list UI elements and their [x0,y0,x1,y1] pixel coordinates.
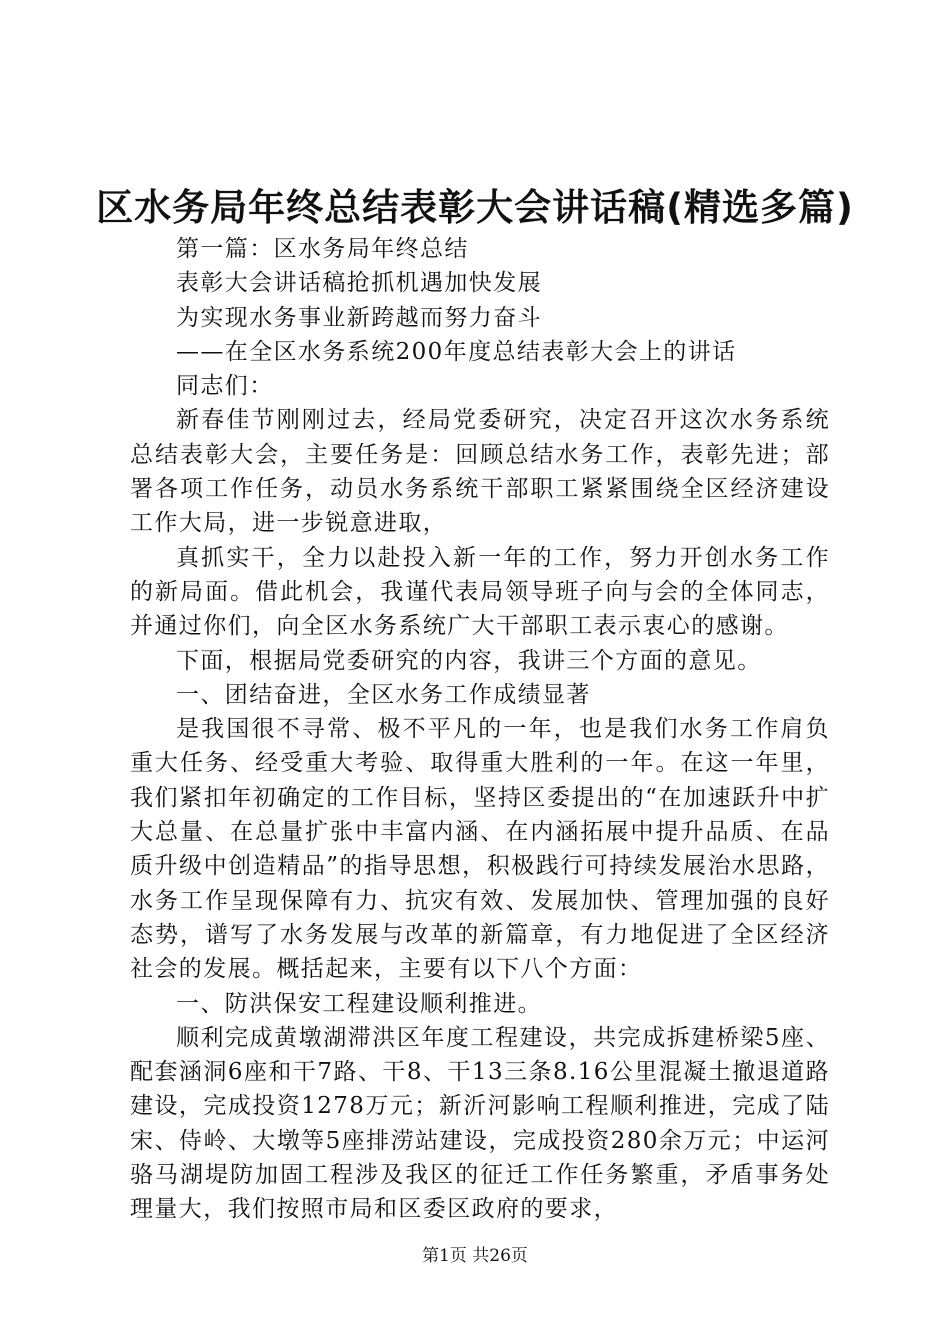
paragraph: ——在全区水务系统200年度总结表彰大会上的讲话 [176,338,737,365]
paragraph: 同志们： [176,373,274,400]
paragraph: 一、团结奋进，全区水务工作成绩显著 [176,681,591,708]
paragraph: 一、防洪保安工程建设顺利推进。 [176,990,542,1017]
paragraph: 顺利完成黄墩湖滞洪区年度工程建设，共完成拆建桥梁5座、配套涵洞6座和干7路、干8、干13三条8.16公里混凝土撤退道路建设，完成投资1278万元；新沂河影响工程顺利推进，完成了陆宋、侍岭、大墩等5座排涝站建设，完成投资280余万元；中运河骆马湖堤防加固工程涉及我区的征迁工作任务繁重，矛盾事务处理量大，我们按照市局和区委区政府的要求， [130,1024,830,1223]
document-body [130,232,830,1227]
paragraph: 真抓实干，全力以赴投入新一年的工作，努力开创水务工作的新局面。借此机会，我谨代表局领导班子向与会的全体同志，并通过你们，向全区水务系统广大干部职工表示衷心的感谢。 [130,544,830,640]
page-number-footer: 第1页 共26页 [422,1246,528,1266]
paragraph: 为实现水务事业新跨越而努力奋斗 [176,304,542,331]
document-title: 区水务局年终总结表彰大会讲话稿(精选多篇) [96,186,854,229]
paragraph: 下面，根据局党委研究的内容，我讲三个方面的意见。 [176,647,762,674]
paragraph: 表彰大会讲话稿抢抓机遇加快发展 [176,270,542,297]
paragraph: 新春佳节刚刚过去，经局党委研究，决定召开这次水务系统总结表彰大会，主要任务是：回顾总结水务工作，表彰先进；部署各项工作任务，动员水务系统干部职工紧紧围绕全区经济建设工作大局，进一步锐意进取， [130,407,830,537]
paragraph: 是我国很不寻常、极不平凡的一年，也是我们水务工作肩负重大任务、经受重大考验、取得重大胜利的一年。在这一年里，我们紧扣年初确定的工作目标，坚持区委提出的“在加速跃升中扩大总量、在总量扩张中丰富内涵、在内涵拓展中提升品质、在品质升级中创造精品”的指导思想，积极践行可持续发展治水思路，水务工作呈现保障有力、抗灾有效、发展加快、管理加强的良好态势，谱写了水务发展与改革的新篇章，有力地促进了全区经济社会的发展。概括起来，主要有以下八个方面： [130,716,830,983]
paragraph: 第一篇：区水务局年终总结 [176,236,469,262]
